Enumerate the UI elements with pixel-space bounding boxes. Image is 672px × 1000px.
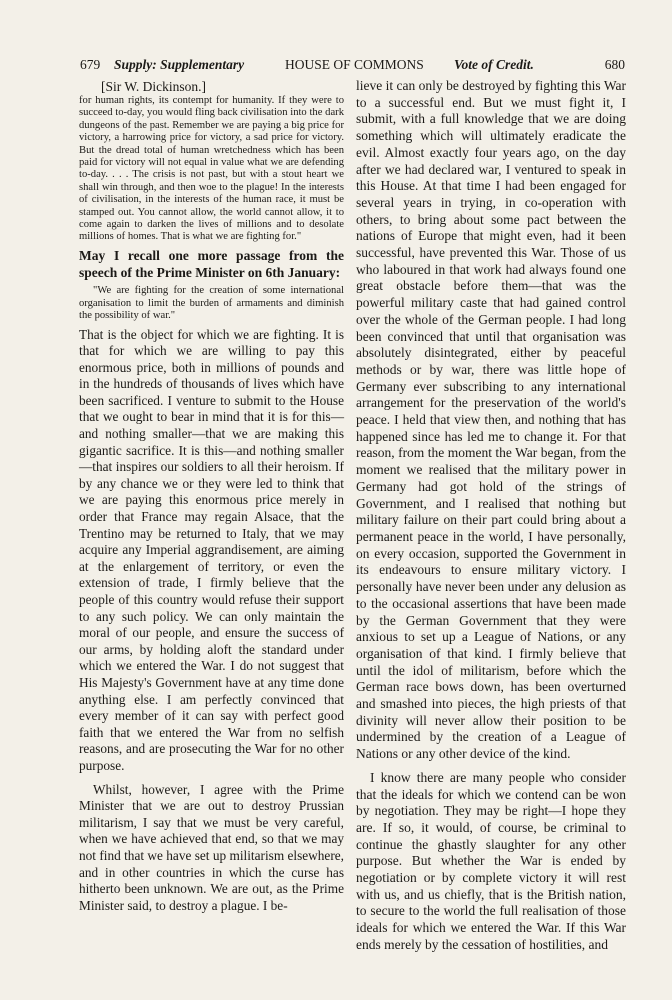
quoted-passage-2: "We are fighting for the creation of some international organisation to limit the burden of armaments and diminish the possibility of war." xyxy=(79,285,344,322)
header-vote-title: Vote of Credit. xyxy=(454,57,534,72)
quoted-passage-1: for human rights, its contempt for humanity. If they were to succeed to-day, you would fling back civilisation into the dark dungeons of the past. Remember we are paying a big price for victory, a harrowing price for victory, a sad price for victory. But the dread total of human wretchedness which has been paid for victory will not equal in value what we are defending to-day. . . . The crisis is not past, but with a stout heart we shall win through, and then woe to the plague! In the interests of civilisation, in the interests of the human race, it must be stamped out. You cannot allow, the world cannot allow, it to come again to darken the lives of millions and to desolate millions of homes. That is what we are fighting for." xyxy=(79,95,344,243)
speaker-attribution: [Sir W. Dickinson.] xyxy=(101,79,207,94)
right-column xyxy=(356,78,626,954)
body-paragraph-3: lieve it can only be destroyed by fighting this War to a successful end. But we must fight it, I submit, with a full knowledge that we are doing something which will ultimately eradicate the evil. Almost exactly four years ago, on the day after we had declared war, I ventured to speak in this House. At that time I had been engaged for several years in trying, in co-operation with others, to bring about some pact between the nations of Europe that might even, had it been successful, have prevented this War. Those of us who laboured in that work had always found one great obstacle before them—that was the powerful military caste that had gained control over the whole of the German people. I had long been convinced that until that organisation was absolutely disintegrated, either by peaceful methods or by war, there was little hope of Germany ever subscribing to any international arrangement for the preservation of the world's peace. I held that view then, and nothing that has happened since has led me to change it. For that reason, from the moment the War began, from the moment we realised that the military power in Germany had got hold of the strings of Government, and I realised that nothing but military failure on their part could bring about a permanent peace in the world, I have personally, on every occasion, supported the Government in its endeavours to ensure military victory. I personally have never been under any delusion as to the occasional assertions that have been made by the German Government that they were anxious to set up a League of Nations, or any organisation of that kind. I firmly believe that until the idol of militarism, before which the German race bows down, has been overturned and smashed into pieces, the high priests of that divinity will never allow their position to be undermined by the creation of a League of Nations or any other device of the kind. xyxy=(356,78,626,762)
left-column xyxy=(79,78,344,914)
body-paragraph-4: I know there are many people who consider that the ideals for which we contend can be won by negotiation. They may be right—I hope they are. If so, it would, of course, be criminal to continue the ghastly slaughter for any other purpose. But whether the War is ended by negotiation or by complete victory it will rest with us, and us chiefly, that is the British nation, to secure to the world the full realisation of those ideals for which we entered the War. If this War ends merely by the cessation of hostilities, and xyxy=(356,769,626,952)
left-column-number: 679 xyxy=(80,57,101,72)
header-supply-title: Supply: Supplementary xyxy=(114,57,245,72)
right-column-number: 680 xyxy=(604,57,625,72)
header-house-title: HOUSE OF COMMONS xyxy=(285,57,424,72)
body-paragraph-2: Whilst, however, I agree with the Prime Minister that we are out to destroy Prussian militarism, I say that we must be very careful, when we have achieved that end, so that we may not find that we have set up militarism elsewhere, and in other countries in which the curse has hitherto been unknown. We are out, as the Prime Minister said, to destroy a plague. I be- xyxy=(79,781,344,913)
running-header xyxy=(80,56,625,74)
recall-paragraph: May I recall one more passage from the speech of the Prime Minister on 6th January: xyxy=(79,247,344,280)
body-paragraph-1: That is the object for which we are fighting. It is that for which we are willing to pay this enormous price, both in millions of pounds and in the hundreds of thousands of lives which have been sacrificed. I venture to submit to the House that we ought to bear in mind that it is for this—and nothing smaller—that we are making this gigantic sacrifice. It is this—and nothing smaller—that inspires our soldiers to all their heroism. If by any chance we or they were led to think that we are paying this enormous price merely in order that France may regain Alsace, that the Trentino may be returned to Italy, that we may acquire any Imperial aggrandisement, are aiming at the enlargement of territory, or even the extension of trade, I firmly believe that the people of this country would refuse their support to any such policy. We can only maintain the moral of our people, and ensure the success of our arms, by holding aloft the standard under which we entered the War. I do not suggest that His Majesty's Government have at any time done anything else. I am perfectly convinced that every member of it can say with perfect good faith that we entered the War from no selfish reasons, and are prosecuting the War for no other purpose. xyxy=(79,326,344,773)
